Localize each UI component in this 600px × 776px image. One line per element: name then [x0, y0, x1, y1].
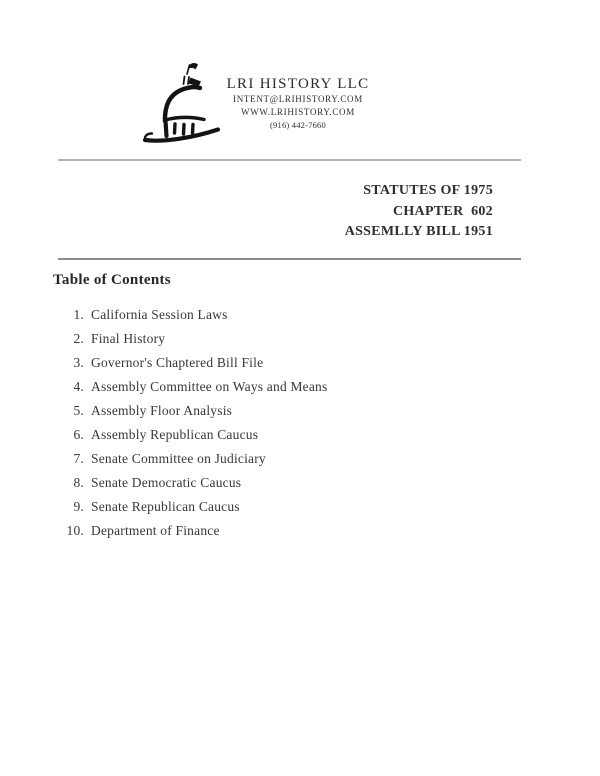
statute-reference	[345, 181, 493, 243]
toc-item-label: Governor's Chaptered Bill File	[91, 355, 264, 370]
toc-item-number: 3.	[73, 355, 84, 370]
toc-item	[0, 471, 560, 495]
toc-item-label: Assembly Floor Analysis	[91, 403, 233, 418]
toc-item	[0, 519, 560, 543]
statutes-line: STATUTES OF 1975	[363, 183, 493, 198]
toc-item-label: California Session Laws	[91, 307, 228, 322]
toc-item	[0, 375, 560, 399]
toc-heading: Table of Contents	[53, 272, 171, 288]
toc-item	[0, 303, 560, 327]
toc-item-label: Senate Republican Caucus	[91, 499, 240, 514]
chapter-line: CHAPTER 602	[392, 203, 493, 219]
company-website: WWW.LRIHISTORY.COM	[241, 107, 355, 117]
toc-item	[0, 399, 560, 423]
toc-item-number: 9.	[73, 499, 84, 514]
toc-item-label: Final History	[91, 331, 166, 346]
toc-item-label: Department of Finance	[91, 523, 220, 538]
toc-item-number: 1.	[73, 307, 84, 322]
letterhead	[198, 75, 398, 132]
toc-item-number: 10.	[66, 523, 84, 538]
toc-item	[0, 447, 560, 471]
divider-rule-bottom	[58, 258, 521, 260]
toc-item	[0, 495, 560, 519]
toc-item-label: Senate Democratic Caucus	[91, 475, 242, 490]
toc-item	[0, 351, 560, 375]
toc-item	[0, 423, 560, 447]
toc-item-number: 7.	[73, 451, 84, 466]
toc-item-number: 2.	[73, 331, 84, 346]
toc-item-number: 8.	[73, 475, 84, 490]
divider-rule-top	[58, 159, 521, 161]
toc-item-number: 4.	[73, 379, 84, 394]
toc-item-number: 5.	[73, 403, 84, 418]
company-email: INTENT@LRIHISTORY.COM	[233, 94, 363, 104]
company-phone: (916) 442-7660	[270, 120, 326, 130]
toc-item-label: Senate Committee on Judiciary	[91, 451, 266, 466]
toc-item-label: Assembly Republican Caucus	[91, 427, 259, 442]
toc-item	[0, 327, 560, 351]
company-name: LRI HISTORY LLC	[226, 76, 370, 92]
toc-item-label: Assembly Committee on Ways and Means	[91, 379, 328, 394]
toc-item-number: 6.	[73, 427, 84, 442]
toc-list	[0, 303, 560, 543]
bill-line: ASSEMLLY BILL 1951	[344, 224, 493, 239]
